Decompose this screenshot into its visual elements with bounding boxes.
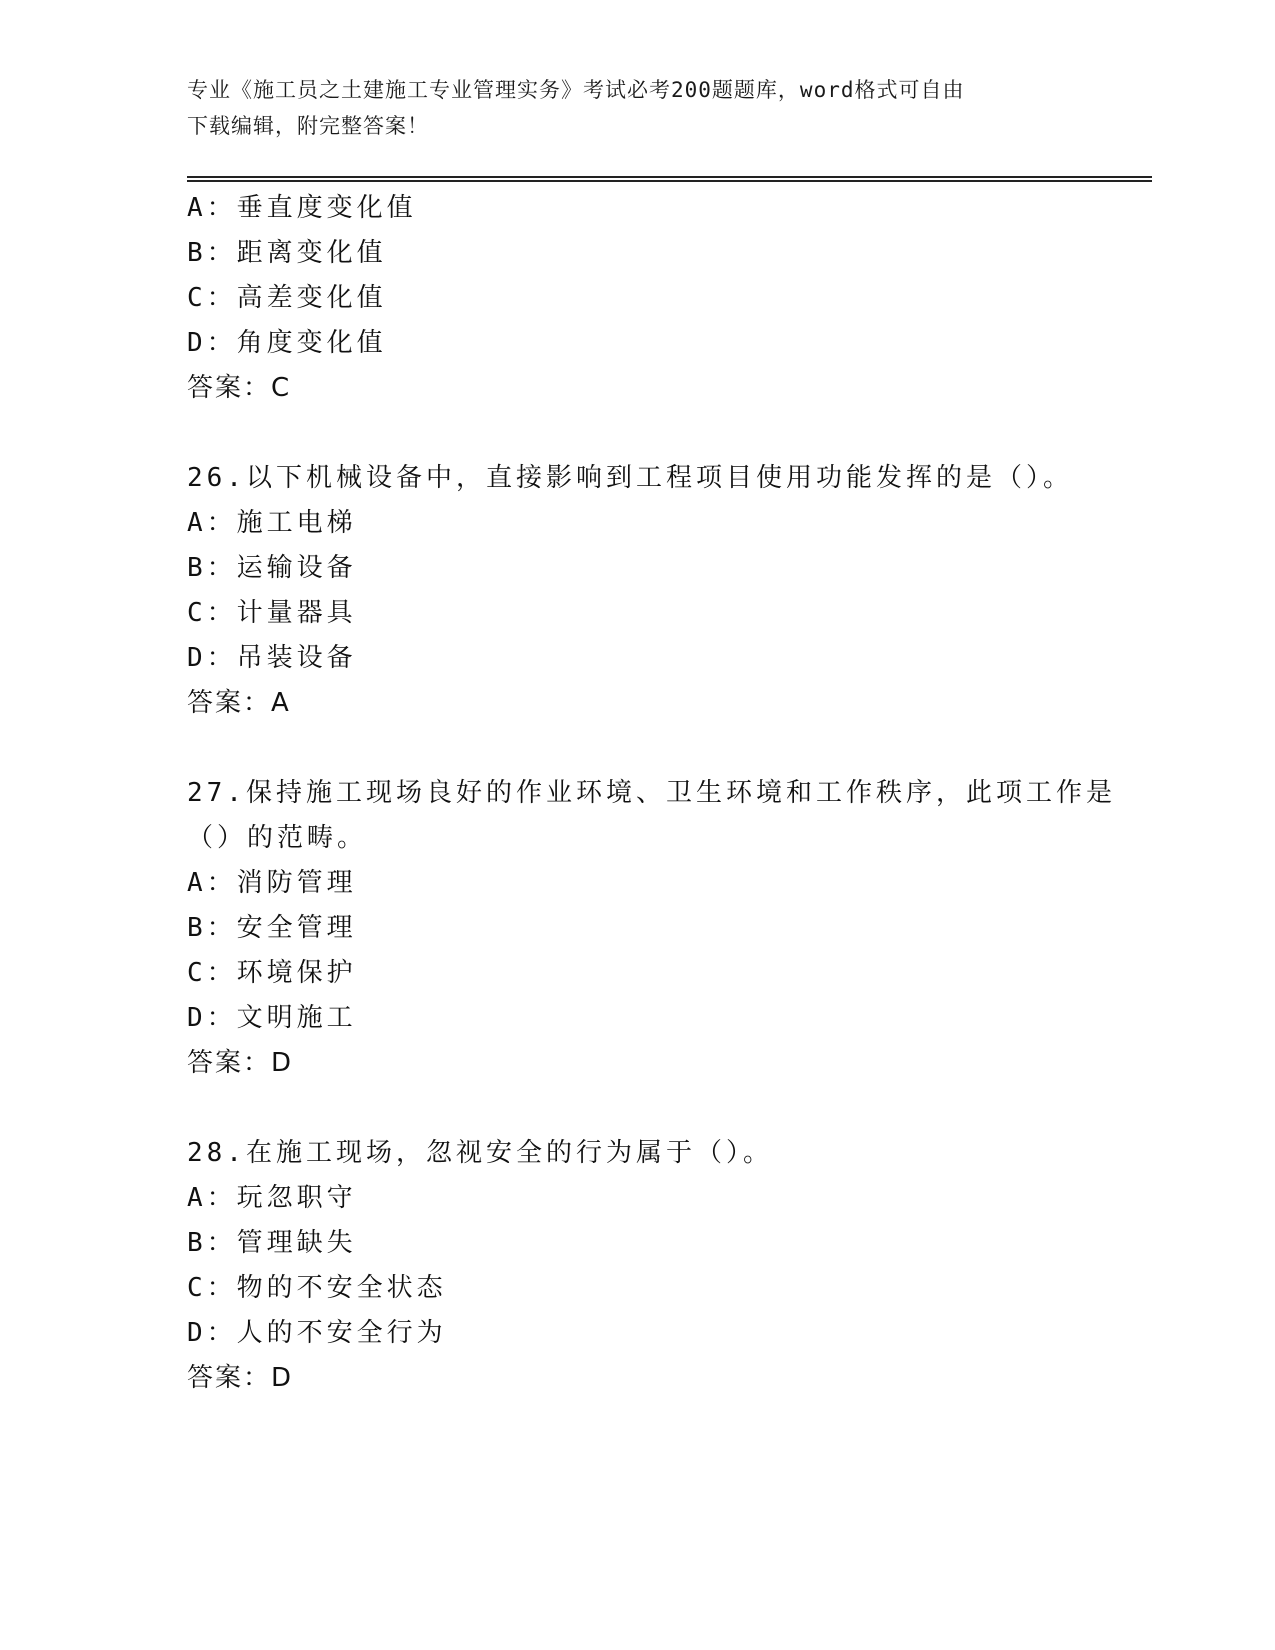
q25-option-b: B：距离变化值: [187, 238, 387, 268]
q26-option-b: B：运输设备: [187, 553, 357, 583]
q27-option-b: B：安全管理: [187, 913, 357, 943]
q25-option-c: C：高差变化值: [187, 283, 387, 313]
q25-answer: 答案：C: [187, 373, 292, 403]
q28-option-d: D：人的不安全行为: [187, 1318, 447, 1348]
q25-option-a: A：垂直度变化值: [187, 193, 417, 223]
q28-option-a: A：玩忽职守: [187, 1183, 357, 1213]
document-header: [187, 72, 1067, 144]
q26-option-a: A：施工电梯: [187, 508, 357, 538]
header-rule-top: [187, 176, 1152, 178]
q28-answer: 答案：D: [187, 1363, 294, 1393]
q27-option-d: D：文明施工: [187, 1003, 357, 1033]
q27-option-c: C：环境保护: [187, 958, 357, 988]
header-line-2: 下载编辑，附完整答案！: [187, 114, 429, 138]
q27-question-line-1: 27.保持施工现场良好的作业环境、卫生环境和工作秩序，此项工作是: [187, 778, 1116, 808]
q28-option-b: B：管理缺失: [187, 1228, 357, 1258]
q27-question-line-2: （）的范畴。: [187, 823, 368, 853]
q28-option-c: C：物的不安全状态: [187, 1273, 447, 1303]
q26-option-c: C：计量器具: [187, 598, 357, 628]
header-line-1: 专业《施工员之土建施工专业管理实务》考试必考200题题库，word格式可自由: [187, 78, 965, 102]
q28-question: 28.在施工现场，忽视安全的行为属于（）。: [187, 1138, 773, 1168]
q25-option-d: D：角度变化值: [187, 328, 387, 358]
q26-question: 26.以下机械设备中，直接影响到工程项目使用功能发挥的是（）。: [187, 463, 1073, 493]
q26-option-d: D：吊装设备: [187, 643, 357, 673]
header-rule-bottom: [187, 180, 1152, 182]
q27-option-a: A：消防管理: [187, 868, 357, 898]
q26-answer: 答案：A: [187, 688, 291, 718]
q27-answer: 答案：D: [187, 1048, 294, 1078]
